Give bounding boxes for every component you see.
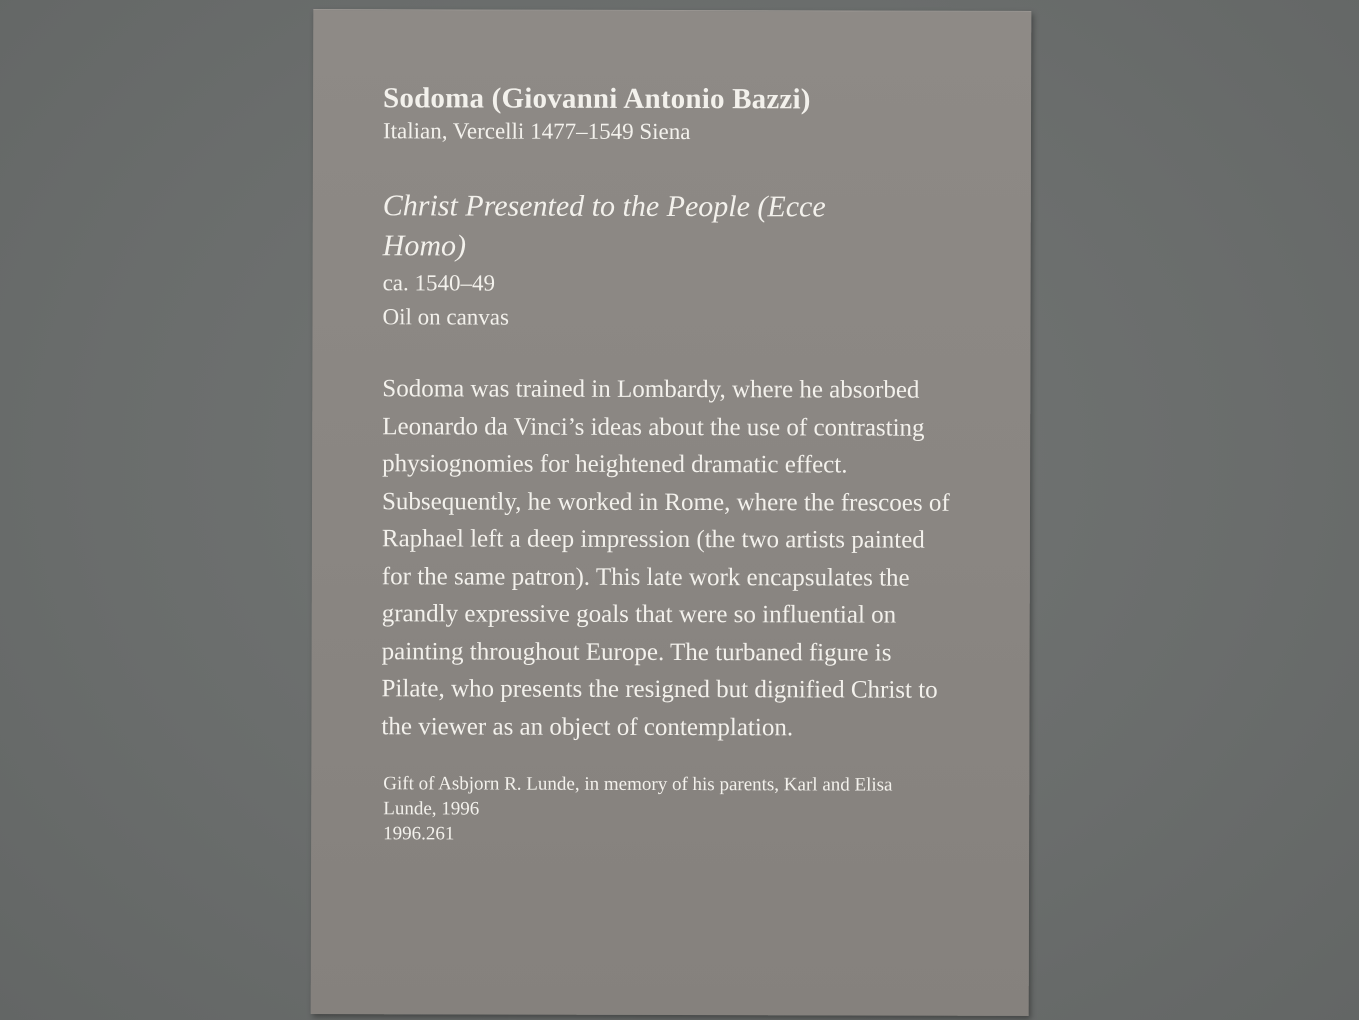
museum-label-card (311, 9, 1032, 1016)
credit-line: Gift of Asbjorn R. Lunde, in memory of his parents, Karl and Elisa Lunde, 1996 (383, 773, 893, 820)
artwork-medium: Oil on canvas (382, 304, 510, 330)
artist-name: Sodoma (Giovanni Antonio Bazzi) (383, 82, 811, 116)
accession-number: 1996.261 (383, 823, 455, 845)
artwork-description: Sodoma was trained in Lombardy, where he absorbed Leonardo da Vinci’s ideas about the use of contrasting physiognomies for heightened dramatic effect. Subsequently, he worked in Rome, where the frescoes of Raphael left a deep impression (the two artists painted for the same patron). This late work encapsulates the grandly expressive goals that were so influential on painting throughout Europe. The turbaned figure is Pilate, who presents the resigned but dignified Christ to the viewer as an object of contemplation. (381, 375, 950, 741)
artwork-date: ca. 1540–49 (382, 270, 496, 296)
label-content (381, 80, 963, 848)
artist-bio: Italian, Vercelli 1477–1549 Siena (382, 118, 691, 145)
artwork-title: Christ Presented to the People (Ecce Homo) (382, 189, 826, 263)
